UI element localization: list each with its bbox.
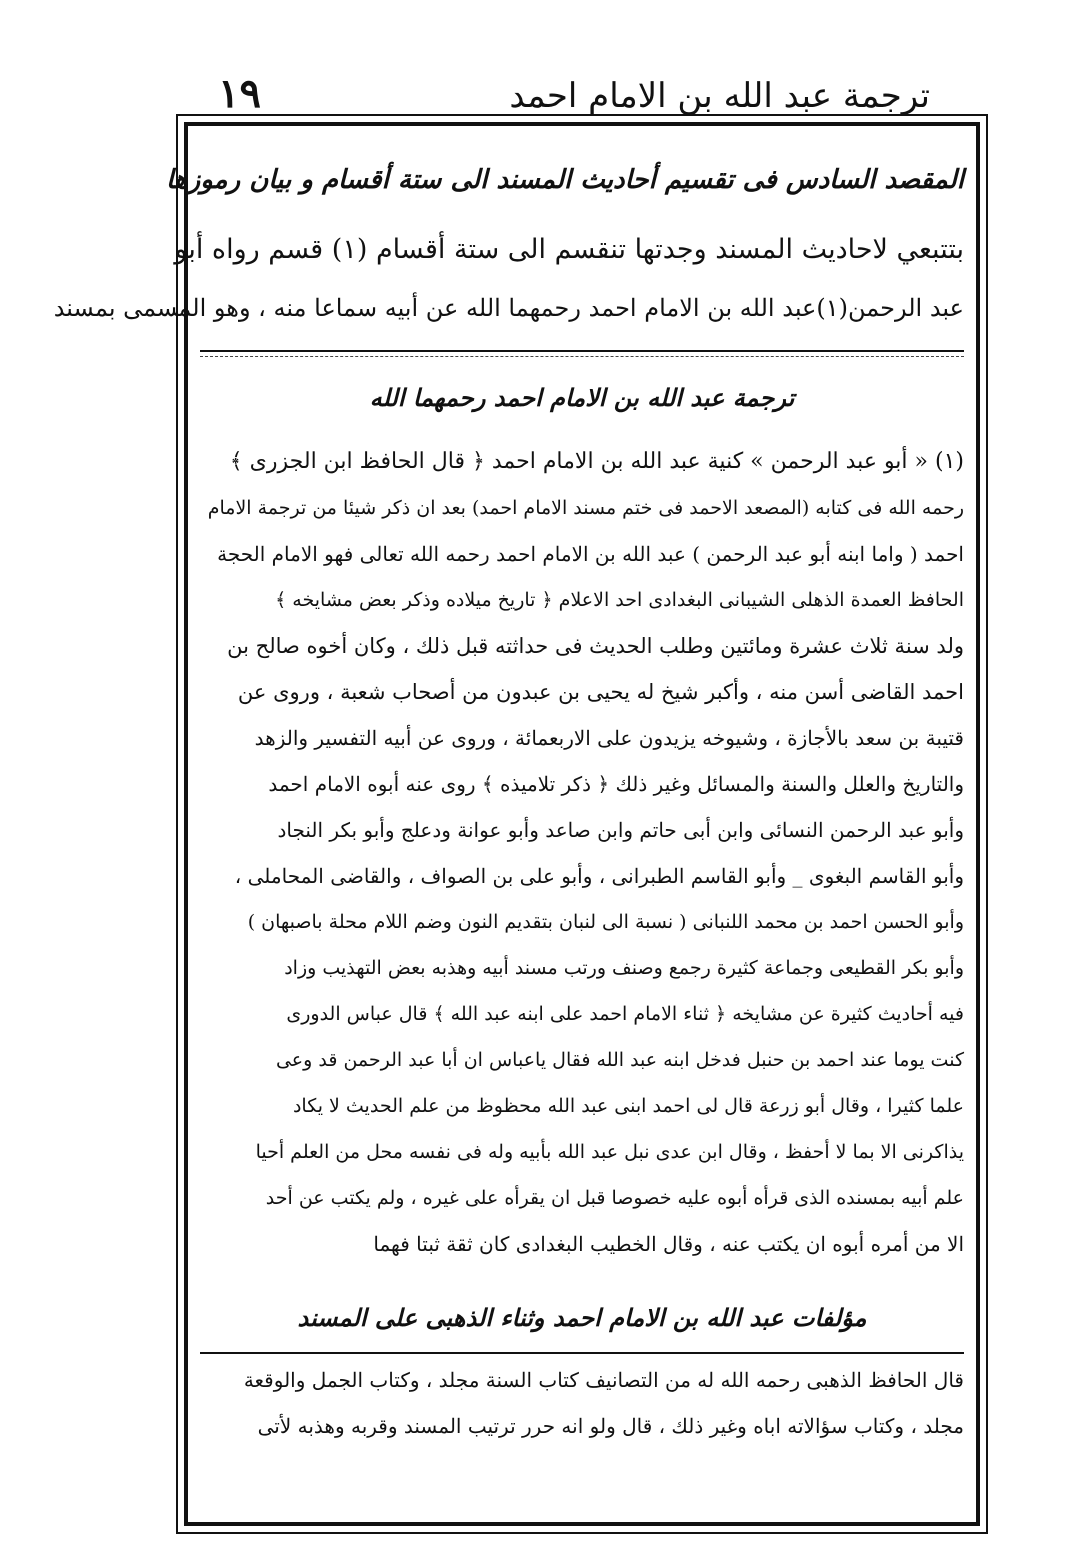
- footnote-line: وأبو بكر القطيعى وجماعة كثيرة رجمع وصنف ورتب مسند أبيه وهذبه بعض التهذيب وزاد: [284, 957, 964, 979]
- footnote-line: قتيبة بن سعد بالأجازة ، وشيوخه يزيدون على الاربعمائة ، وروى عن أبيه التفسير والزهد: [254, 726, 964, 750]
- footnote-line: وأبو عبد الرحمن النسائى وابن أبى حاتم وابن صاعد وأبو عوانة ودعلج وأبو بكر النجاد: [277, 818, 964, 842]
- section-divider: [200, 350, 964, 352]
- footnote-line: احمد ( واما ابنه أبو عبد الرحمن ) عبد الله بن الامام احمد رحمه الله تعالى فهو الامام الحجة: [217, 542, 964, 566]
- paragraph-line: بتتبعي لاحاديث المسند وجدتها تنقسم الى ستة أقسام (١) قسم رواه أبو: [174, 234, 964, 265]
- footnote-line: والتاريخ والعلل والسنة والمسائل وغير ذلك ﴿ ذكر تلاميذه ﴾ روى عنه أبوه الامام احمد: [268, 772, 964, 796]
- footnote-line: يذاكرنى الا بما لا أحفظ ، وقال ابن عدى نبل عبد الله بأبيه وله فى نفسه محل من العلم أحيا: [255, 1141, 964, 1163]
- footnote-line: احمد القاضى أسن منه ، وأكبر شيخ له يحيى بن عبدون من أصحاب شعبة ، وروى عن: [237, 680, 964, 704]
- footnote-line: مجلد ، وكتاب سؤالاته اباه وغير ذلك ، قال ولو انه حرر ترتيب المسند وقربه وهذبه لأتى: [257, 1414, 964, 1438]
- footnote-line: علما كثيرا ، وقال أبو زرعة قال لى احمد ابنى عبد الله محظوظ من علم الحديث لا يكاد: [292, 1095, 964, 1117]
- section-heading: ترجمة عبد الله بن الامام احمد رحمهما الله: [369, 383, 795, 412]
- footnote-line: وأبو الحسن احمد بن محمد اللنبانى ( نسبة الى لنبان بتقديم النون وضم اللام محلة باصبهان ): [247, 911, 964, 933]
- paragraph-line: عبد الرحمن(١)عبد الله بن الامام احمد رحمهما الله عن أبيه سماعا منه ، وهو المسمى بمسند: [53, 294, 964, 322]
- section-divider-dashed: [200, 356, 964, 357]
- footnote-line: ولد سنة ثلاث عشرة ومائتين وطلب الحديث فى حداثته قبل ذلك ، وكان أخوه صالح بن: [227, 634, 964, 658]
- footnote-line: رحمه الله فى كتابه (المصعد الاحمد فى ختم مسند الامام احمد) بعد ان ذكر شيئا من ترجمة الامام: [207, 497, 964, 519]
- footnote-line: فيه أحاديث كثيرة عن مشايخه ﴿ ثناء الامام احمد على ابنه عبد الله ﴾ قال عباس الدورى: [286, 1003, 964, 1025]
- page-header: [170, 70, 930, 120]
- section-divider: [200, 1352, 964, 1354]
- footnote-line: وأبو القاسم البغوى _ وأبو القاسم الطبرانى ، وأبو على بن الصواف ، والقاضى المحاملى ،: [234, 864, 964, 888]
- footnote-line: (١) « أبو عبد الرحمن » كنية عبد الله بن الامام احمد ﴿ قال الحافظ ابن الجزرى ﴾: [229, 449, 964, 474]
- footnote-line: كنت يوما عند احمد بن حنبل فدخل ابنه عبد الله فقال ياعباس ان أبا عبد الرحمن قد وعى: [275, 1049, 964, 1071]
- footnote-line: الا من أمره أبوه ان يكتب عنه ، وقال الخطيب البغدادى كان ثقة ثبتا فهما: [373, 1232, 964, 1256]
- footnote-line: قال الحافظ الذهبى رحمه الله له من التصانيف كتاب السنة مجلد ، وكتاب الجمل والوقعة: [243, 1368, 964, 1392]
- footnote-line: علم أبيه بمسنده الذى قرأه أبوه عليه خصوصا قبل ان يقرأه على غيره ، ولم يكتب عن أحد: [265, 1187, 964, 1209]
- section-heading: المقصد السادس فى تقسيم أحاديث المسند الى ستة أقسام و بيان رموزها: [166, 165, 964, 195]
- page-number: ١٩: [218, 70, 261, 117]
- running-title: ترجمة عبد الله بن الامام احمد: [509, 76, 930, 116]
- section-heading: مؤلفات عبد الله بن الامام احمد وثناء الذهبى على المسند: [297, 1303, 867, 1332]
- footnote-line: الحافظ العمدة الذهلى الشيبانى البغدادى احد الاعلام ﴿ تاريخ ميلاده وذكر بعض مشايخه ﴾: [275, 589, 964, 611]
